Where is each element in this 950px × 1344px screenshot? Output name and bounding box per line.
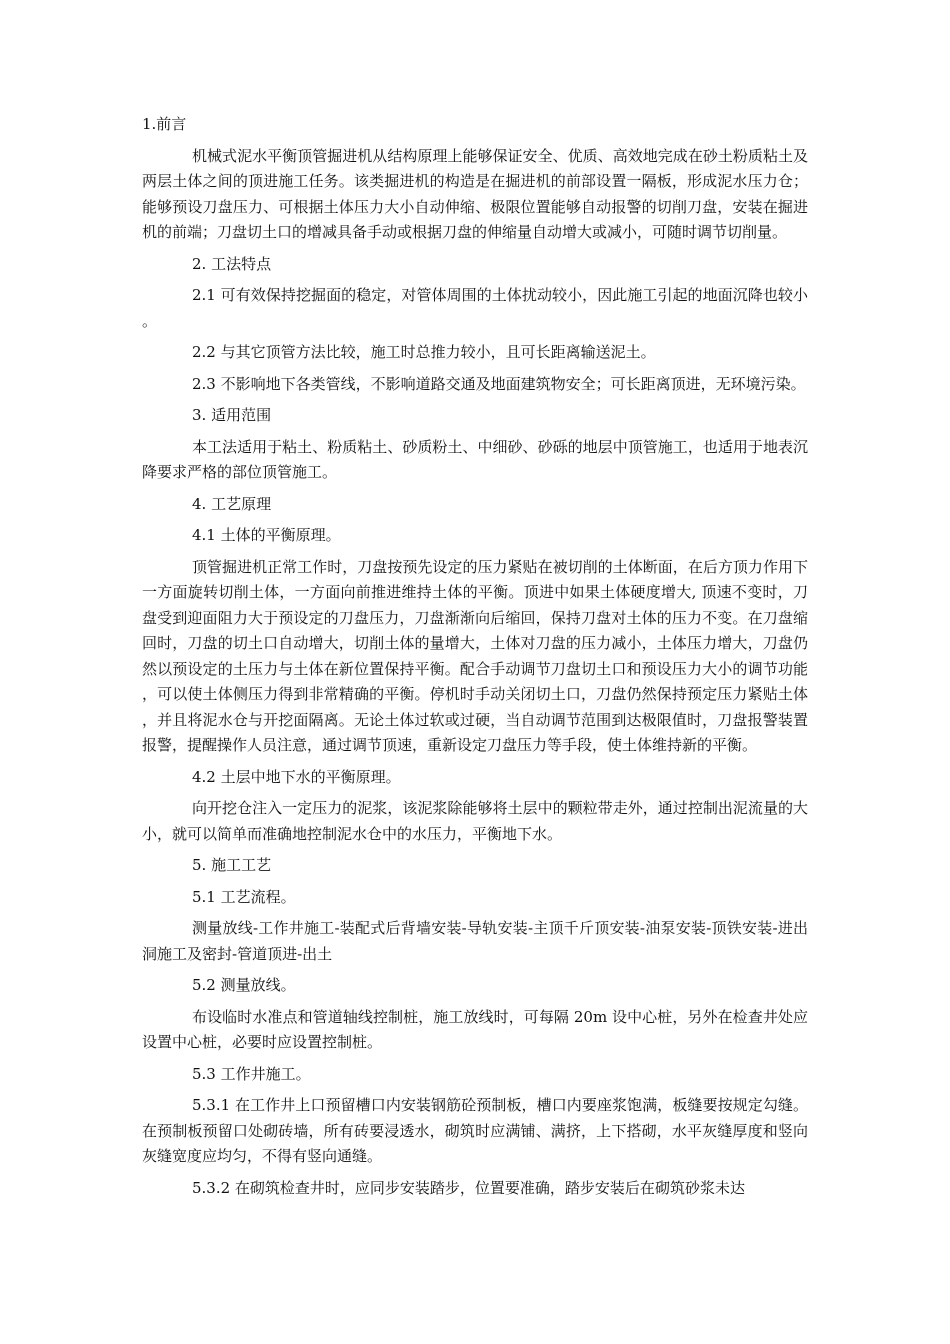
heading-4-1: 4.1 土体的平衡原理。 [192,526,341,544]
paragraph-5-3-2: 5.3.2 在砌筑检查井时，应同步安装踏步，位置要准确，踏步安装后在砌筑砂浆未达 [192,1178,745,1197]
paragraph-scope: 本工法适用于粘土、粉质粘土、砂质粉土、中细砂、砂砾的地层中顶管施工，也适用于地表沉降要求严格的部位顶管施工。 [142,437,808,481]
heading-5-1: 5.1 工艺流程。 [192,887,296,906]
heading-4-2: 4.2 土层中地下水的平衡原理。 [192,767,401,786]
heading-principle: 4. 工艺原理 [192,494,272,513]
paragraph-2-1: 2.1 可有效保持挖掘面的稳定，对管体周围的土体扰动较小，因此施工引起的地面沉降也较小。 [142,286,808,330]
paragraph-4-2: 向开挖仓注入一定压力的泥浆，该泥浆除能够将土层中的颗粒带走外，通过控制出泥流量的大小，就可以简单而准确地控制泥水仓中的水压力，平衡地下水。 [142,799,808,843]
heading-scope: 3. 适用范围 [192,406,272,424]
heading-5-2: 5.2 测量放线。 [192,976,296,994]
heading-preface: 1.前言 [142,115,187,133]
paragraph-5-1: 测量放线-工作井施工-装配式后背墙安装-导轨安装-主顶千斤顶安装-油泵安装-顶铁安装-进出洞施工及密封-管道顶进-出土 [142,919,808,963]
heading-method-features: 2. 工法特点 [192,254,272,273]
paragraph-2-3: 2.3 不影响地下各类管线，不影响道路交通及地面建筑物安全；可长距离顶进，无环境污染。 [192,374,806,393]
document-page [142,112,808,1207]
paragraph-intro: 机械式泥水平衡顶管掘进机从结构原理上能够保证安全、优质、高效地完成在砂土粉质粘土及两层土体之间的顶进施工任务。该类掘进机的构造是在掘进机的前部设置一隔板，形成泥水压力仓；能够预设刀盘压力、可根据土体压力大小自动伸缩、极限位置能够自动报警的切削刀盘，安装在掘进机的前端；刀盘切土口的增减具备手动或根据刀盘的伸缩量自动增大或减小，可随时调节切削量。 [142,146,808,241]
heading-5-3: 5.3 工作井施工。 [192,1064,311,1083]
paragraph-5-2: 布设临时水准点和管道轴线控制桩，施工放线时，可每隔 20m 设中心桩，另外在检查井处应设置中心桩，必要时应设置控制桩。 [142,1007,808,1051]
paragraph-5-3-1: 5.3.1 在工作井上口预留槽口内安装钢筋砼预制板，槽口内要座浆饱满，板缝要按规定勾缝。在预制板预留口处砌砖墙，所有砖要浸透水，砌筑时应满铺、满挤，上下搭砌，水平灰缝厚度和竖向灰缝宽度应均匀，不得有竖向通缝。 [142,1096,808,1165]
paragraph-4-1: 顶管掘进机正常工作时，刀盘按预先设定的压力紧贴在被切削的土体断面，在后方顶力作用下一方面旋转切削土体，一方面向前推进维持土体的平衡。顶进中如果土体硬度增大, 顶速不变时，刀盘受到迎面阻力大于预设定的刀盘压力，刀盘渐渐向后缩回，保持刀盘对土体的压力不变。在刀盘缩回时，刀盘的切土口自动增大，切削土体的量增大，土体对刀盘的压力减小，土体压力增大，刀盘仍然以预设定的土压力与土体在新位置保持平衡。配合手动调节刀盘切土口和预设压力大小的调节功能，可以使土体侧压力得到非常精确的平衡。停机时手动关闭切土口，刀盘仍然保持预定压力紧贴土体，并且将泥水仓与开挖面隔离。无论土体过软或过硬，当自动调节范围到达极限值时，刀盘报警装置报警，提醒操作人员注意，通过调节顶速，重新设定刀盘压力等手段，使土体维持新的平衡。 [142,557,808,754]
heading-construction-process: 5. 施工工艺 [192,856,272,874]
paragraph-2-2: 2.2 与其它顶管方法比较，施工时总推力较小，且可长距离输送泥土。 [192,343,656,361]
